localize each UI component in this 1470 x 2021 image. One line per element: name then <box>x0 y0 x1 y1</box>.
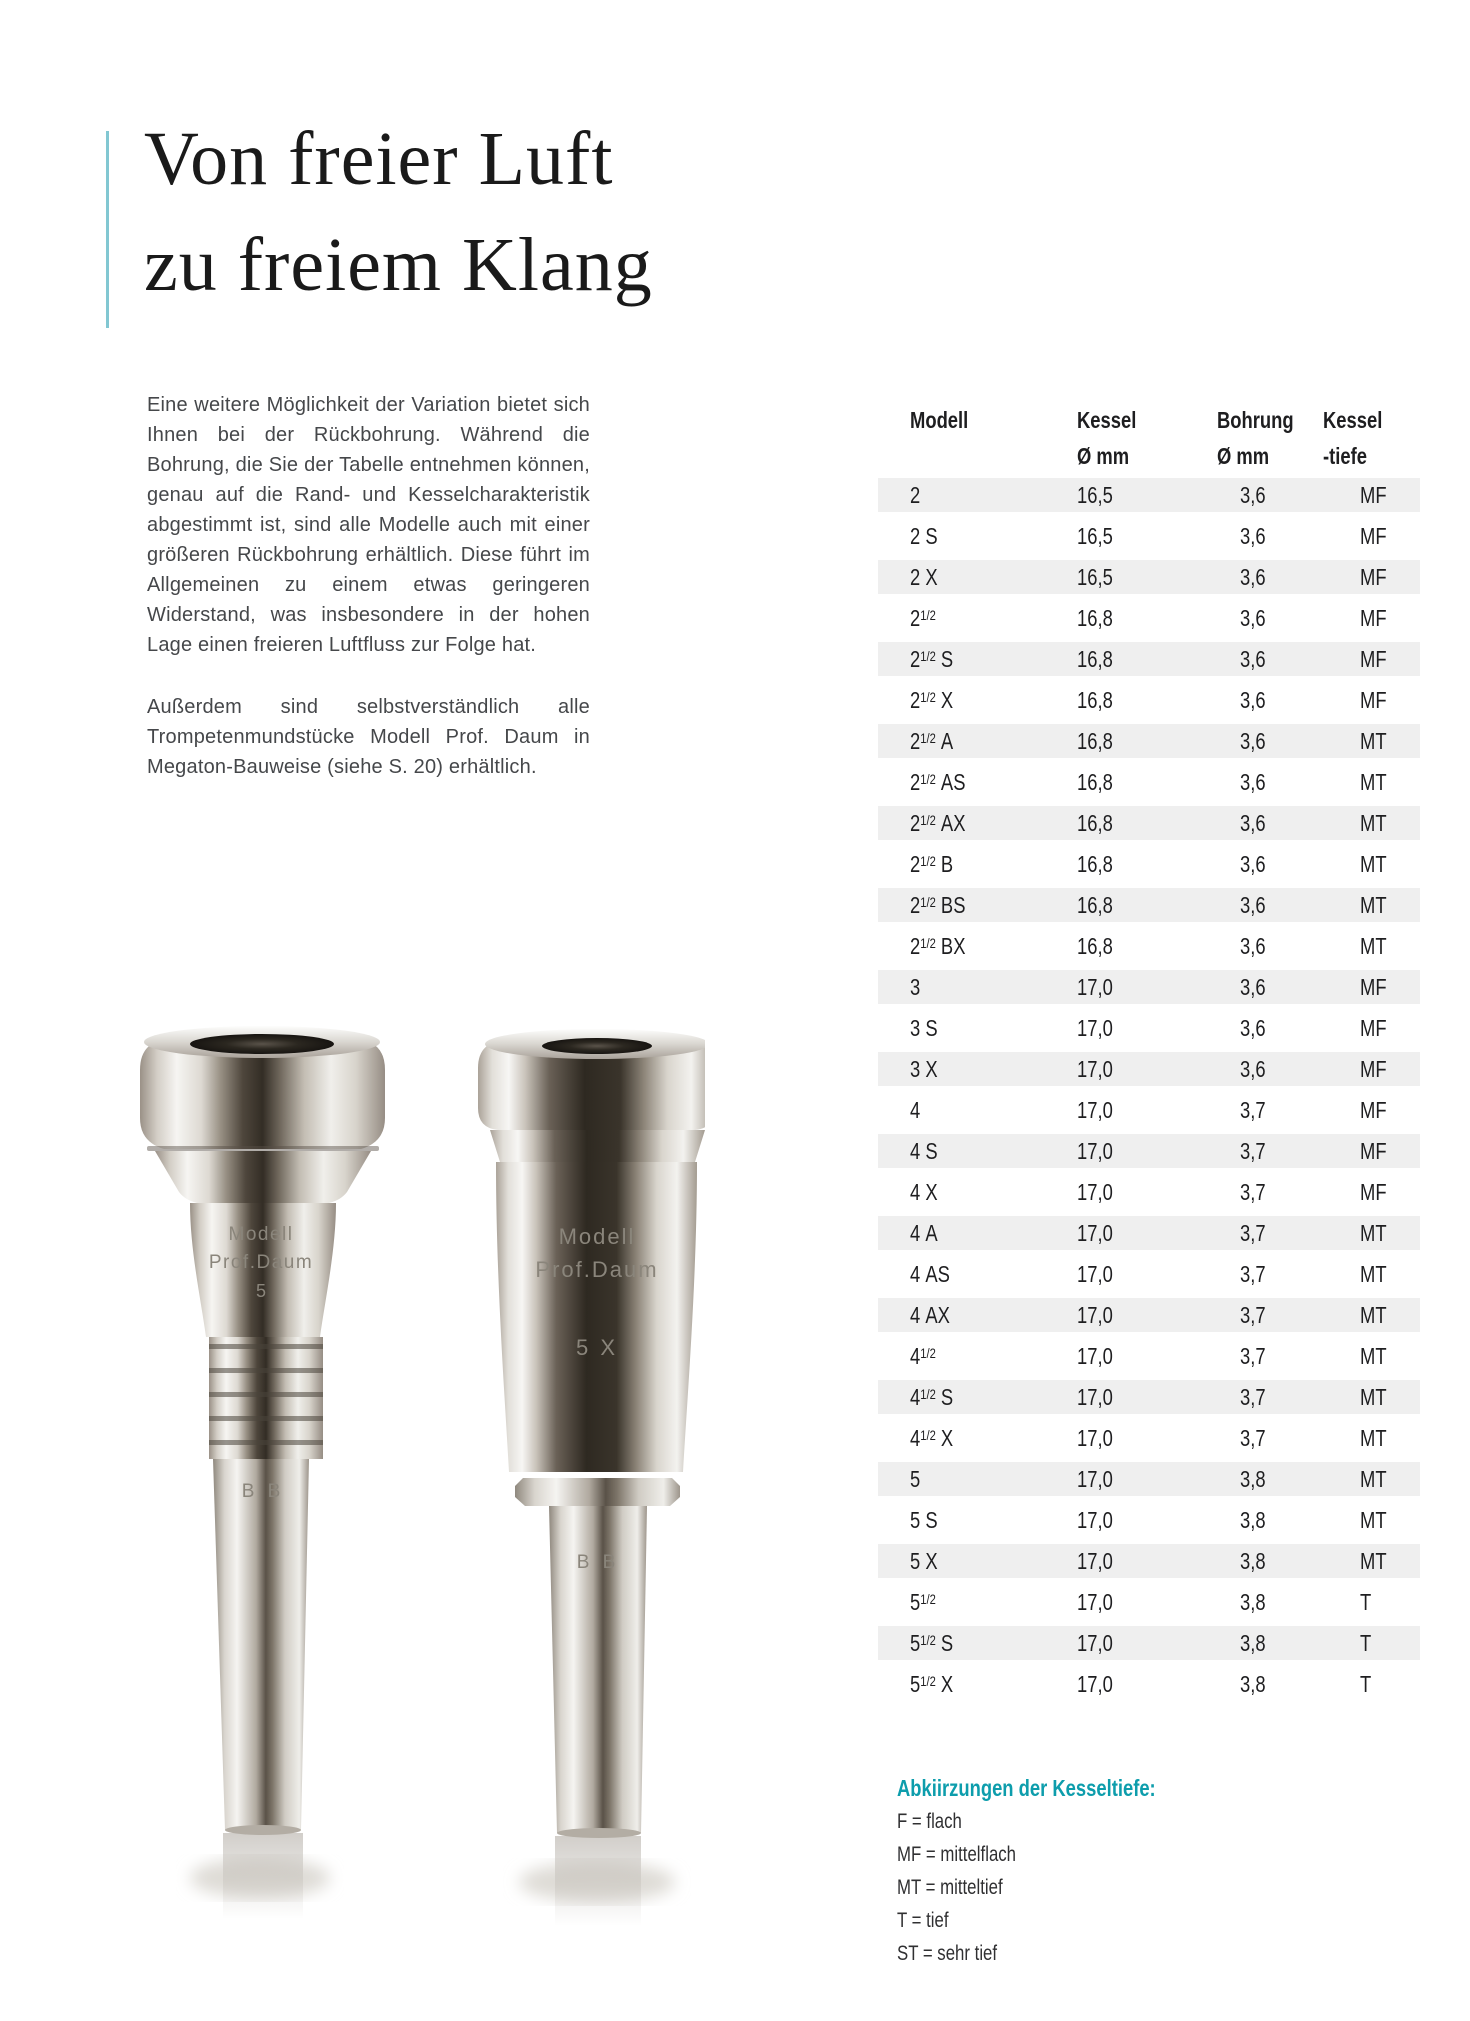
cell-kesseltiefe: T <box>1360 1671 1372 1697</box>
cell-modell: $2^{1/2}$ S <box>910 646 954 672</box>
cell-bohrung: 3,6 <box>1240 810 1266 836</box>
cell-modell: $2^{1/2}$ AX <box>910 810 966 836</box>
spec-table-body <box>878 478 1420 1708</box>
cell-kessel: 17,0 <box>1077 1671 1113 1697</box>
cell-modell: 5 S <box>910 1507 938 1533</box>
table-row <box>878 1462 1420 1503</box>
cell-bohrung: 3,7 <box>1240 1261 1266 1287</box>
cell-bohrung: 3,6 <box>1240 523 1266 549</box>
cell-kessel: 16,8 <box>1077 769 1113 795</box>
table-row <box>878 806 1420 847</box>
mouthpieces-photo <box>85 1000 705 1960</box>
cell-kessel: 17,0 <box>1077 974 1113 1000</box>
intro-paragraph-1: Eine weitere Möglichkeit der Variation bietet sich Ihnen bei der Rückbohrung. Während die Bohrung, die Sie der Tabelle entnehmen können, genau auf die Rand- und Kesselcharakteristik abgestimmt ist, sind alle Modelle auch mit einer größeren Rückbohrung erhältlich. Diese führt im Allgemeinen zu einem etwas geringeren Widerstand, was insbesondere in der hohen Lage einen freieren Luftfluss zur Folge hat. <box>147 394 590 656</box>
cell-kesseltiefe: MF <box>1360 974 1387 1000</box>
cell-kessel: 16,5 <box>1077 523 1113 549</box>
cell-kessel: 17,0 <box>1077 1466 1113 1492</box>
page-title-line1: Von freier Luft <box>144 117 614 201</box>
cell-kesseltiefe: MF <box>1360 523 1387 549</box>
cell-modell: $5^{1/2}$ X <box>910 1671 954 1697</box>
cell-modell: $2^{1/2}$ A <box>910 728 954 754</box>
cell-modell: $2^{1/2}$ BS <box>910 892 966 918</box>
page-title <box>144 106 653 318</box>
col-header-modell: Modell <box>910 407 969 433</box>
cell-modell: 4 S <box>910 1138 938 1164</box>
cell-modell: $5^{1/2}$ S <box>910 1630 954 1656</box>
col-header-kesseltiefe: Kessel -tiefe <box>1323 407 1383 469</box>
cell-kessel: 16,8 <box>1077 605 1113 631</box>
cell-modell: $2^{1/2}$ B <box>910 851 954 877</box>
left-mouthpiece <box>140 1026 385 1835</box>
table-row <box>878 724 1420 765</box>
cell-bohrung: 3,8 <box>1240 1548 1266 1574</box>
table-row <box>878 970 1420 1011</box>
cell-kessel: 16,5 <box>1077 482 1113 508</box>
cell-modell: $4^{1/2}$ <box>910 1343 936 1369</box>
table-row <box>878 847 1420 888</box>
cell-kessel: 16,8 <box>1077 646 1113 672</box>
cell-modell: $2^{1/2}$ X <box>910 687 954 713</box>
cell-modell: 4 <box>910 1097 921 1123</box>
page-title-line2: zu freiem Klang <box>144 223 653 307</box>
col-header-bohrung: Bohrung Ø mm <box>1217 407 1294 469</box>
table-row <box>878 1298 1420 1339</box>
left-engraving-name: Prof.Daum <box>208 1252 314 1273</box>
cell-kessel: 16,8 <box>1077 810 1113 836</box>
cell-kessel: 16,5 <box>1077 564 1113 590</box>
cell-bohrung: 3,7 <box>1240 1302 1266 1328</box>
cell-bohrung: 3,8 <box>1240 1466 1266 1492</box>
cell-kesseltiefe: T <box>1360 1630 1372 1656</box>
cell-bohrung: 3,6 <box>1240 974 1266 1000</box>
cell-kessel: 16,8 <box>1077 851 1113 877</box>
cell-kessel: 17,0 <box>1077 1220 1113 1246</box>
col-header-kessel: Kessel Ø mm <box>1077 407 1137 469</box>
cell-modell: $5^{1/2}$ <box>910 1589 936 1615</box>
table-row <box>878 560 1420 601</box>
cell-modell: 4 AX <box>910 1302 950 1328</box>
cell-bohrung: 3,6 <box>1240 769 1266 795</box>
cell-bohrung: 3,6 <box>1240 646 1266 672</box>
cell-bohrung: 3,6 <box>1240 1015 1266 1041</box>
cell-kesseltiefe: MF <box>1360 687 1387 713</box>
table-row <box>878 1093 1420 1134</box>
cell-kessel: 16,8 <box>1077 892 1113 918</box>
cell-kessel: 17,0 <box>1077 1589 1113 1615</box>
cell-bohrung: 3,8 <box>1240 1589 1266 1615</box>
cell-kessel: 17,0 <box>1077 1138 1113 1164</box>
cell-kesseltiefe: MF <box>1360 646 1387 672</box>
cell-kessel: 17,0 <box>1077 1548 1113 1574</box>
cell-kesseltiefe: MT <box>1360 810 1387 836</box>
table-row <box>878 1585 1420 1626</box>
table-row <box>878 1052 1420 1093</box>
cell-kessel: 17,0 <box>1077 1056 1113 1082</box>
cell-bohrung: 3,6 <box>1240 933 1266 959</box>
cell-kessel: 17,0 <box>1077 1630 1113 1656</box>
legend-items <box>897 1805 1220 1970</box>
left-shank-stamp: B B <box>241 1481 285 1502</box>
cell-kessel: 16,8 <box>1077 728 1113 754</box>
cell-kessel: 17,0 <box>1077 1507 1113 1533</box>
left-engraving-number: 5 <box>255 1281 267 1301</box>
cell-modell: $4^{1/2}$ X <box>910 1425 954 1451</box>
cell-kesseltiefe: T <box>1360 1589 1372 1615</box>
cell-bohrung: 3,8 <box>1240 1671 1266 1697</box>
cell-modell: 2 S <box>910 523 938 549</box>
cell-kessel: 17,0 <box>1077 1302 1113 1328</box>
cell-kessel: 16,8 <box>1077 933 1113 959</box>
legend-item: MF = mittelflach <box>897 1843 1017 1866</box>
cell-kessel: 17,0 <box>1077 1097 1113 1123</box>
cell-kesseltiefe: MT <box>1360 1425 1387 1451</box>
table-row <box>878 1011 1420 1052</box>
table-row <box>878 1175 1420 1216</box>
cell-kesseltiefe: MF <box>1360 1056 1387 1082</box>
cell-modell: 2 X <box>910 564 938 590</box>
cell-bohrung: 3,6 <box>1240 564 1266 590</box>
cell-kesseltiefe: MT <box>1360 933 1387 959</box>
legend-item: F = flach <box>897 1810 962 1833</box>
cell-modell: 5 <box>910 1466 921 1492</box>
cell-kesseltiefe: MT <box>1360 1220 1387 1246</box>
spec-table <box>878 402 1420 1708</box>
right-engraving-model: Modell <box>558 1224 636 1249</box>
cell-kessel: 17,0 <box>1077 1384 1113 1410</box>
table-row <box>878 642 1420 683</box>
right-shank-stamp: B B <box>576 1552 620 1573</box>
cell-kesseltiefe: MF <box>1360 605 1387 631</box>
cell-kesseltiefe: MT <box>1360 1548 1387 1574</box>
cell-modell: 3 X <box>910 1056 938 1082</box>
table-row <box>878 1503 1420 1544</box>
table-row <box>878 519 1420 560</box>
right-mouthpiece <box>478 1029 705 1838</box>
table-row <box>878 601 1420 642</box>
cell-kesseltiefe: MT <box>1360 1466 1387 1492</box>
table-row <box>878 1216 1420 1257</box>
cell-kesseltiefe: MT <box>1360 1302 1387 1328</box>
cell-bohrung: 3,6 <box>1240 851 1266 877</box>
left-engraving-model: Modell <box>228 1224 294 1245</box>
cell-kesseltiefe: MF <box>1360 1138 1387 1164</box>
cell-modell: 5 X <box>910 1548 938 1574</box>
cell-bohrung: 3,6 <box>1240 892 1266 918</box>
cell-kessel: 17,0 <box>1077 1179 1113 1205</box>
abbreviation-legend <box>897 1772 1220 1970</box>
right-engraving-name: Prof.Daum <box>535 1257 659 1282</box>
cell-modell: 2 <box>910 482 921 508</box>
cell-modell: 3 S <box>910 1015 938 1041</box>
intro-paragraph-2: Außerdem sind selbstverständlich alle Trompetenmundstücke Modell Prof. Daum in Megaton-Bauweise (siehe S. 20) erhältlich. <box>147 696 590 778</box>
cell-bohrung: 3,6 <box>1240 1056 1266 1082</box>
table-row <box>878 1544 1420 1585</box>
cell-bohrung: 3,6 <box>1240 728 1266 754</box>
cell-bohrung: 3,7 <box>1240 1220 1266 1246</box>
cell-bohrung: 3,6 <box>1240 605 1266 631</box>
cell-kesseltiefe: MT <box>1360 851 1387 877</box>
table-row <box>878 765 1420 806</box>
cell-modell: 4 X <box>910 1179 938 1205</box>
table-row <box>878 1257 1420 1298</box>
intro-text <box>147 390 590 782</box>
title-accent-bar <box>106 131 109 328</box>
cell-modell: 4 A <box>910 1220 938 1246</box>
legend-heading: Abkiirzungen der Kesseltiefe: <box>897 1775 1156 1801</box>
cell-kesseltiefe: MF <box>1360 1015 1387 1041</box>
cell-modell: $2^{1/2}$ <box>910 605 936 631</box>
right-engraving-number: 5 X <box>575 1335 619 1360</box>
table-row <box>878 929 1420 970</box>
cell-modell: 4 AS <box>910 1261 950 1287</box>
cell-kessel: 16,8 <box>1077 687 1113 713</box>
cell-bohrung: 3,6 <box>1240 482 1266 508</box>
cell-kesseltiefe: MF <box>1360 564 1387 590</box>
cell-bohrung: 3,7 <box>1240 1425 1266 1451</box>
cell-bohrung: 3,7 <box>1240 1179 1266 1205</box>
cell-bohrung: 3,7 <box>1240 1343 1266 1369</box>
cell-kesseltiefe: MT <box>1360 1384 1387 1410</box>
cell-kessel: 17,0 <box>1077 1261 1113 1287</box>
cell-modell: $4^{1/2}$ S <box>910 1384 954 1410</box>
table-row <box>878 1134 1420 1175</box>
cell-kesseltiefe: MT <box>1360 769 1387 795</box>
table-row <box>878 888 1420 929</box>
cell-bohrung: 3,7 <box>1240 1138 1266 1164</box>
table-row <box>878 683 1420 724</box>
table-row <box>878 478 1420 519</box>
cell-kessel: 17,0 <box>1077 1425 1113 1451</box>
cell-kesseltiefe: MF <box>1360 1179 1387 1205</box>
cell-kesseltiefe: MT <box>1360 1507 1387 1533</box>
cell-modell: 3 <box>910 974 921 1000</box>
legend-item: ST = sehr tief <box>897 1942 998 1965</box>
cell-bohrung: 3,8 <box>1240 1507 1266 1533</box>
cell-kesseltiefe: MF <box>1360 1097 1387 1123</box>
table-row <box>878 1626 1420 1667</box>
cell-bohrung: 3,6 <box>1240 687 1266 713</box>
cell-bohrung: 3,7 <box>1240 1384 1266 1410</box>
table-row <box>878 1421 1420 1462</box>
cell-kesseltiefe: MT <box>1360 1261 1387 1287</box>
cell-kessel: 17,0 <box>1077 1015 1113 1041</box>
spec-table-header <box>878 402 1420 478</box>
cell-kessel: 17,0 <box>1077 1343 1113 1369</box>
table-row <box>878 1667 1420 1708</box>
legend-item: T = tief <box>897 1909 949 1932</box>
table-row <box>878 1339 1420 1380</box>
floor-reflections <box>190 1833 675 1926</box>
cell-kesseltiefe: MT <box>1360 1343 1387 1369</box>
cell-bohrung: 3,8 <box>1240 1630 1266 1656</box>
cell-modell: $2^{1/2}$ AS <box>910 769 966 795</box>
table-row <box>878 1380 1420 1421</box>
cell-modell: $2^{1/2}$ BX <box>910 933 966 959</box>
legend-item: MT = mitteltief <box>897 1876 1003 1899</box>
cell-kesseltiefe: MF <box>1360 482 1387 508</box>
cell-bohrung: 3,7 <box>1240 1097 1266 1123</box>
cell-kesseltiefe: MT <box>1360 892 1387 918</box>
cell-kesseltiefe: MT <box>1360 728 1387 754</box>
